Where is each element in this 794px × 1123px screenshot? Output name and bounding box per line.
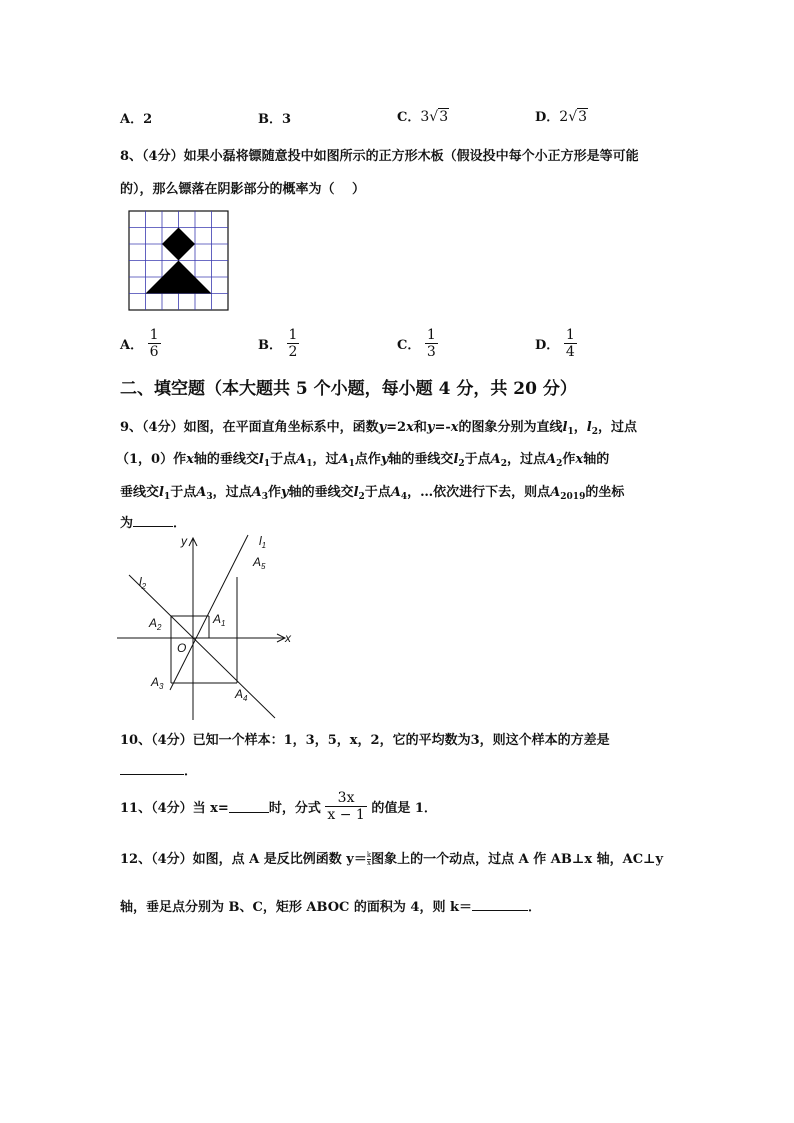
q9-answer-blank[interactable] <box>133 514 173 527</box>
section-heading: 二、填空题（本大题共 5 个小题，每小题 4 分，共 20 分） <box>120 379 577 399</box>
q8-grid-figure <box>128 210 230 312</box>
label-origin: O <box>177 641 187 655</box>
q7-option-c: C．3√3 <box>397 109 449 125</box>
line-l1 <box>170 535 248 690</box>
q7-option-b: B．3 <box>258 112 292 127</box>
label-a5: $A_5$ <box>253 555 266 571</box>
q9-text-line1: 9、（4分）如图，在平面直角坐标系中，函数y=2x和y=-x的图象分别为直线$l_1$，$l_2$，过点 <box>120 420 637 437</box>
q9-text-line4: 为 ． <box>120 516 187 531</box>
q7-option-d: D．2√3 <box>535 109 588 125</box>
q8-option-c: C． $\frac{1}{3}$ <box>397 327 436 360</box>
q8-text-line1: 8、（4分）如果小磊将镖随意投中如图所示的正方形木板（假设投中每个小正方形是等可能 <box>120 149 639 164</box>
q8-option-d: D． $\frac{1}{4}$ <box>535 327 575 360</box>
label-a1: $A_1$ <box>213 612 226 628</box>
q12-text-line1: 12、（4分）如图，点 A 是反比例函数 y＝ $\frac{k}{x}$ 图象上的一个动点，过点 A 作 AB⊥x 轴，AC⊥y <box>120 851 664 867</box>
q10-text-line1: 10、（4分）已知一个样本：1，3，5，x，2，它的平均数为3，则这个样本的方差是 <box>120 733 610 748</box>
shaded-diamond <box>162 228 195 261</box>
label-x-axis: x <box>285 631 291 645</box>
label-l2: $l_2$ <box>139 575 147 591</box>
q9-text-line3: 垂线交$l_1$于点$A_3$，过点$A_3$作y轴的垂线交$l_2$于点$A_4$，…依次进行下去，则点$A_{2019}$的坐标 <box>120 485 625 502</box>
q11-text: 11、（4分）当 x= 时，分式 $\frac{3x}{x - 1}$ 的值是 1． <box>120 790 437 823</box>
label-l1: $l_1$ <box>259 534 267 550</box>
q12-answer-blank[interactable] <box>472 898 528 911</box>
q9-coordinate-figure <box>115 530 295 720</box>
q10-text-line2: ． <box>120 760 197 779</box>
q8-text-line2: 的），那么镖落在阴影部分的概率为（ ） <box>120 182 366 197</box>
q11-answer-blank[interactable] <box>229 800 269 813</box>
line-l2 <box>129 575 275 718</box>
q7-option-a: A．2 <box>120 112 153 127</box>
q8-option-a: A． $\frac{1}{6}$ <box>120 327 159 360</box>
label-a2: $A_2$ <box>149 616 162 632</box>
q8-option-b: B． $\frac{1}{2}$ <box>258 327 298 360</box>
label-a4: $A_4$ <box>235 687 248 703</box>
q12-text-line2: 轴，垂足点分别为 B、C，矩形 ABOC 的面积为 4，则 k＝ ． <box>120 900 542 915</box>
q10-answer-blank[interactable] <box>120 762 184 775</box>
q12-k-over-x: $\frac{k}{x}$ <box>366 851 372 867</box>
q11-fraction: $\frac{3x}{x - 1}$ <box>327 790 365 823</box>
label-y-axis: y <box>181 534 187 548</box>
label-a3: $A_3$ <box>151 675 164 691</box>
q9-text-line2: （1，0）作x轴的垂线交$l_1$于点$A_1$，过$A_1$点作y轴的垂线交$l_2$于点$A_2$，过点$A_2$作x轴的 <box>116 452 610 469</box>
